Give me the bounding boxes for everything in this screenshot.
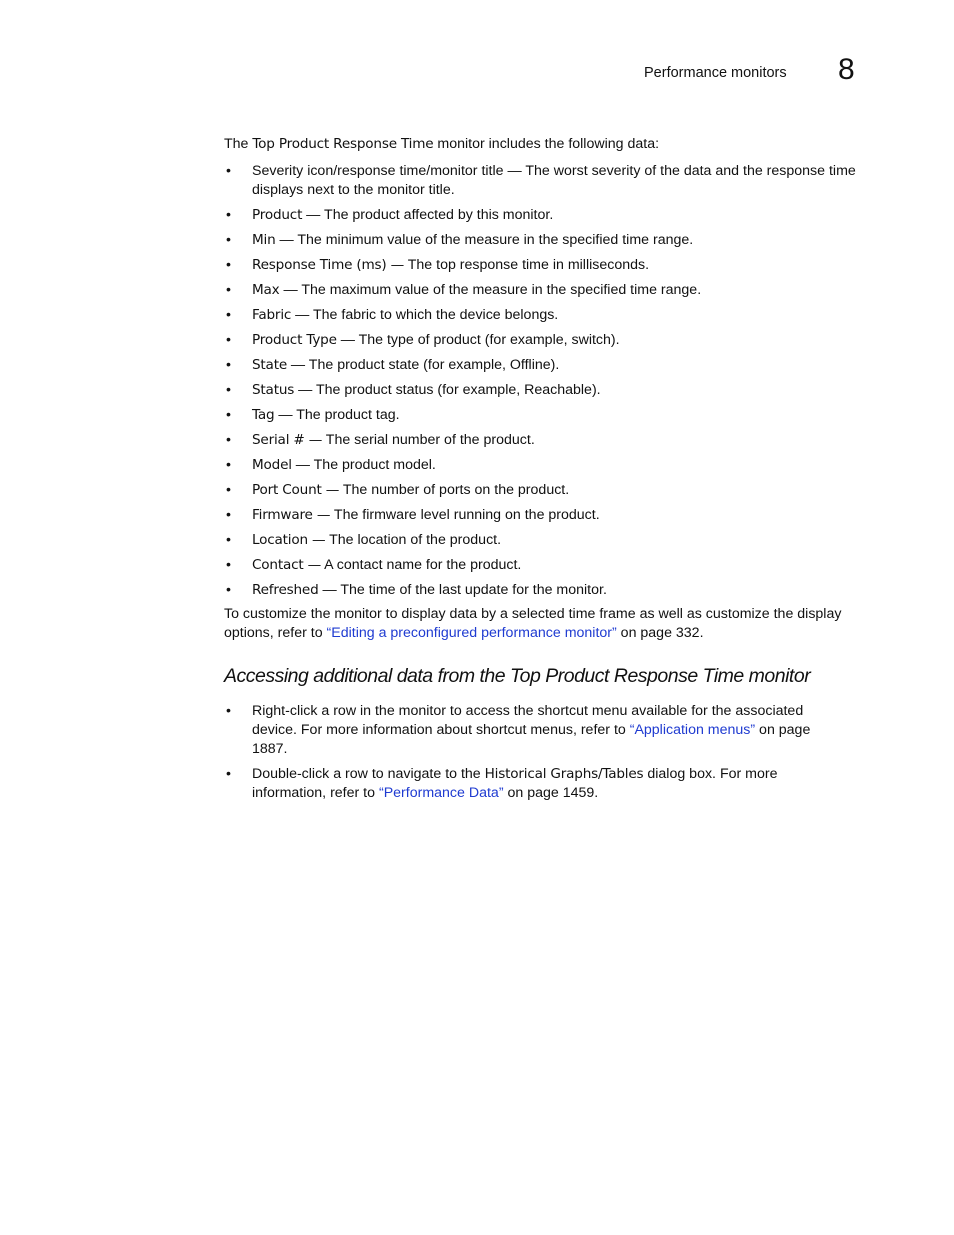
bullet-icon: • [226,582,231,598]
list-item: • Contact — A contact name for the product. [226,557,522,573]
customize-paragraph: To customize the monitor to display data by a selected time frame as well as customize the display options, refer to “Editing a preconfigured performance monitor” on page 332. [224,606,842,641]
list-item: • Serial # — The serial number of the product. [226,432,535,448]
list-item: • Max — The maximum value of the measure in the specified time range. [226,282,702,298]
list-item: • Refreshed — The time of the last update for the monitor. [226,582,607,598]
bullet-icon: • [226,357,231,373]
intro-paragraph: The Top Product Response Time monitor includes the following data: [224,136,660,152]
section-heading: Accessing additional data from the Top Product Response Time monitor [224,665,811,687]
bullet-icon: • [226,482,231,498]
bullet-icon: • [226,457,231,473]
bullet-icon: • [226,257,231,273]
intro-term: Top Product Response Time [252,136,434,152]
list-item: • Port Count — The number of ports on the product. [226,482,570,498]
list-item: • Fabric — The fabric to which the device belongs. [226,307,559,323]
performance-data-link[interactable]: “Performance Data” [378,785,504,801]
list-item: • Product Type — The type of product (for example, switch). [226,332,620,348]
bullet-icon: • [226,532,231,548]
header-section-title: Performance monitors [644,65,787,81]
list-item: • State — The product state (for example, Offline). [226,357,560,373]
list-item: • Status — The product status (for example, Reachable). [226,382,601,398]
editing-monitor-link[interactable]: “Editing a preconfigured performance monitor” [326,625,617,641]
bullet-icon: • [226,507,231,523]
list-item: • Severity icon/response time/monitor title — The worst severity of the data and the response time displays next to the monitor title. [226,163,856,198]
list-item: • Firmware — The firmware level running on the product. [226,507,600,523]
list-item: • Double-click a row to navigate to the Historical Graphs/Tables dialog box. For more information, refer to “Performance Data” on page 1459. [226,766,778,801]
list-item: • Min — The minimum value of the measure in the specified time range. [226,232,694,248]
bullet-icon: • [226,766,231,782]
application-menus-link[interactable]: “Application menus” [629,722,756,738]
bullet-icon: • [226,332,231,348]
bullet-icon: • [226,163,231,179]
bullet-icon: • [226,307,231,323]
bullet-icon: • [226,207,231,223]
list-item: • Product — The product affected by this monitor. [226,207,554,223]
access-list [224,702,844,809]
chapter-number: 8 [838,53,855,86]
bullet-icon: • [226,432,231,448]
list-item: • Response Time (ms) — The top response time in milliseconds. [226,257,650,273]
bullet-icon: • [226,703,231,719]
list-item: • Model — The product model. [226,457,436,473]
data-fields-list [224,162,864,606]
bullet-icon: • [226,232,231,248]
list-item: • Right-click a row in the monitor to access the shortcut menu available for the associated device. For more information about shortcut menus, refer to “Application menus” on page 1887. [226,703,811,757]
list-item: • Tag — The product tag. [226,407,400,423]
bullet-icon: • [226,382,231,398]
bullet-icon: • [226,282,231,298]
bullet-icon: • [226,557,231,573]
bullet-icon: • [226,407,231,423]
list-item: • Location — The location of the product. [226,532,502,548]
